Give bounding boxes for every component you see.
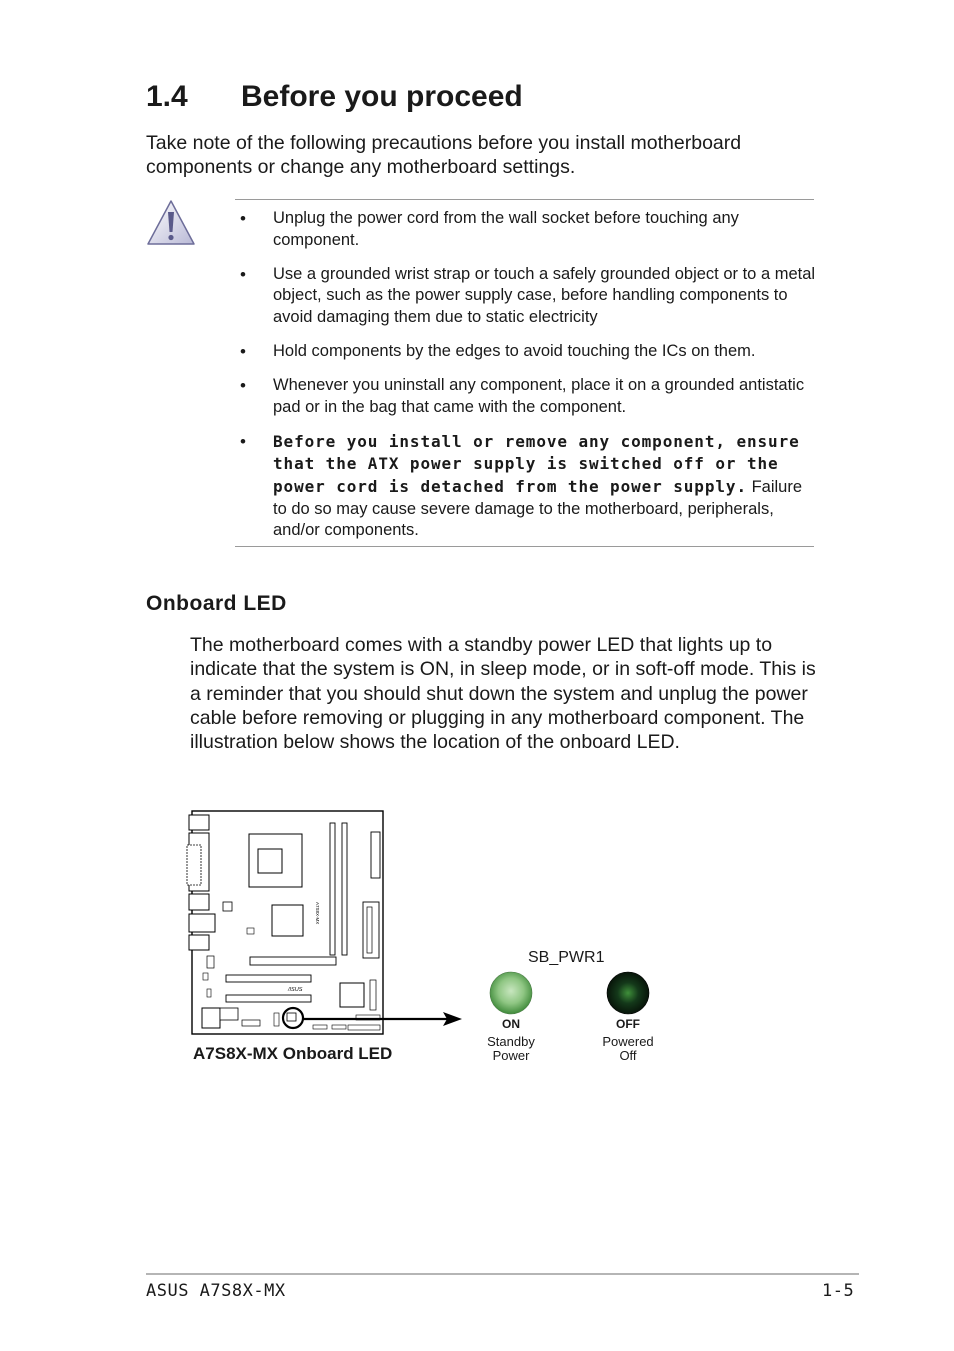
board-model-label: A7S8X-MX: [315, 902, 320, 925]
connector-label: SB_PWR1: [528, 949, 605, 966]
caution-bottom-rule: [235, 546, 814, 547]
led-on-desc: [471, 1035, 551, 1063]
caution-critical-rest: Failure to do so may cause severe damage to the motherboard, peripherals, and/or components.: [273, 477, 803, 540]
section-title: Before you proceed: [241, 80, 523, 113]
led-on-line1: Standby: [487, 1034, 535, 1049]
caution-item-critical: [240, 431, 820, 542]
warning-triangle-icon: [146, 199, 196, 247]
subsection-heading: Onboard LED: [146, 592, 287, 615]
led-on-state: ON: [502, 1017, 520, 1031]
caution-item: • Hold components by the edges to avoid touching the ICs on them.: [240, 341, 820, 363]
caution-item: • Unplug the power cord from the wall socket before touching any component.: [240, 208, 820, 251]
section-number: 1.4: [146, 80, 188, 113]
led-off-icon: [607, 972, 649, 1014]
onboard-led-figure: [180, 805, 680, 1075]
figure-caption: A7S8X-MX Onboard LED: [193, 1044, 393, 1063]
subsection-body: The motherboard comes with a standby power LED that lights up to indicate that the system is ON, in sleep mode, or in soft-off mode. This is a reminder that you should shut down the system and unplug the power cable before removing or plugging in any motherboard component. The illustration below shows the location of the onboard LED.: [190, 634, 816, 754]
caution-item: • Use a grounded wrist strap or touch a safely grounded object or to a metal object, such as the power supply case, before handling components to avoid damaging them due to static electricity: [240, 264, 820, 329]
led-off-desc: [588, 1035, 668, 1063]
caution-top-rule: [235, 199, 814, 200]
led-off-line1: Powered: [602, 1034, 654, 1049]
led-on-icon: [490, 972, 532, 1014]
caution-critical-text: Before you install or remove any component, ensure that the ATX power supply is switched off or the power cord is detached from the power supply.: [273, 431, 800, 496]
led-off-state: OFF: [616, 1017, 640, 1031]
caution-list: [240, 208, 820, 554]
section-intro: Take note of the following precautions before you install motherboard components or change any motherboard settings.: [146, 132, 742, 178]
board-logo: /ISUS: [288, 987, 303, 993]
led-on-line2: Power: [492, 1048, 530, 1063]
caution-item: • Whenever you uninstall any component, place it on a grounded antistatic pad or in the bag that came with the component.: [240, 375, 820, 418]
led-off-line2: Off: [619, 1048, 637, 1063]
footer-rule: [146, 1273, 859, 1275]
footer-page-number: 1-5: [822, 1281, 855, 1301]
footer-product: ASUS A7S8X-MX: [146, 1281, 286, 1301]
